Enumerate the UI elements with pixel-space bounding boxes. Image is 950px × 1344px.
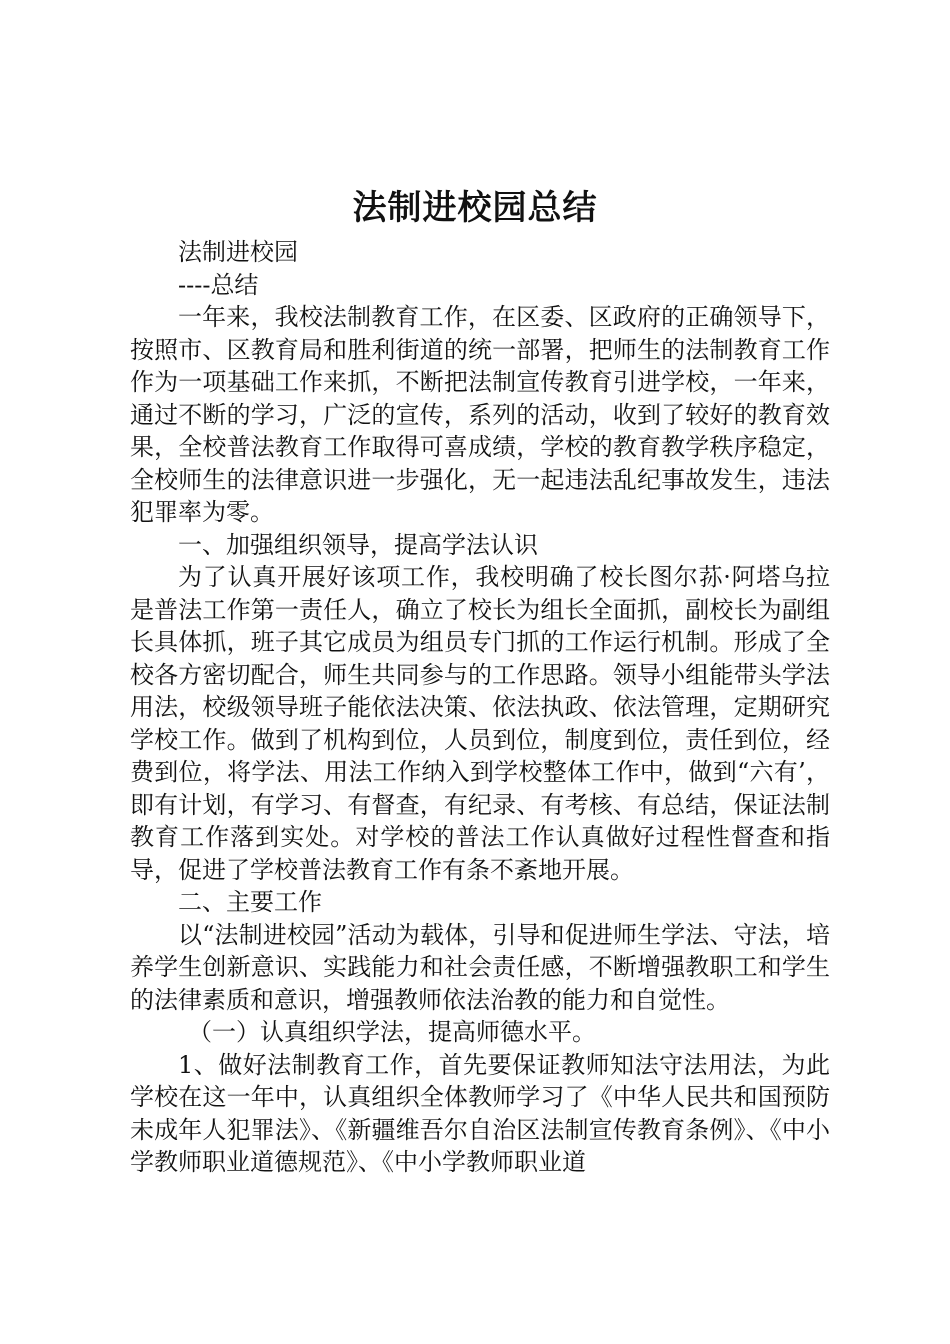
document-title: 法制进校园总结 xyxy=(352,188,598,228)
subtitle-line: 法制进校园 xyxy=(178,238,298,266)
subsection-heading-1: （一）认真组织学法，提高师德水平。 xyxy=(188,1018,596,1046)
section-heading-1: 一、加强组织领导，提高学法认识 xyxy=(178,530,538,559)
section-heading-2: 二、主要工作 xyxy=(178,888,322,916)
subtitle-summary-line: ----总结 xyxy=(178,270,259,299)
section-1-paragraph: 为了认真开展好该项工作，我校明确了校长图尔荪·阿塔乌拉是普法工作第一责任人，确立了校长为组长全面抓，副校长为副组长具体抓，班子其它成员为组员专门抓的工作运行机制。形成了全校各方密切配合，师生共同参与的工作思路。领导小组能带头学法用法，校级领导班子能依法决策、依法执政、依法管理，定期研究学校工作。做到了机构到位，人员到位，制度到位，责任到位，经费到位，将学法、用法工作纳入到学校整体工作中，做到“六有’，即有计划，有学习、有督查，有纪录、有考核、有总结，保证法制教育工作落到实处。对学校的普法工作认真做好过程性督查和指导，促进了学校普法教育工作有条不紊地开展。 xyxy=(130,563,830,884)
subsection-1-item-1: 1、做好法制教育工作，首先要保证教师知法守法用法，为此学校在这一年中，认真组织全体教师学习了《中华人民共和国预防未成年人犯罪法》、《新疆维吾尔自治区法制宣传教育条例》、《中小学教师职业道德规范》、《中小学教师职业道 xyxy=(130,1050,830,1176)
document-body xyxy=(130,236,830,1179)
section-2-paragraph: 以“法制进校园”活动为载体，引导和促进师生学法、守法，培养学生创新意识、实践能力和社会责任感，不断增强教职工和学生的法律素质和意识，增强教师依法治教的能力和自觉性。 xyxy=(130,920,830,1014)
intro-paragraph: 一年来，我校法制教育工作，在区委、区政府的正确领导下，按照市、区教育局和胜利街道的统一部署，把师生的法制教育工作作为一项基础工作来抓，不断把法制宣传教育引进学校，一年来，通过不断的学习，广泛的宣传，系列的活动，收到了较好的教育效果，全校普法教育工作取得可喜成绩，学校的教育教学秩序稳定，全校师生的法律意识进一步强化，无一起违法乱纪事故发生，违法犯罪率为零。 xyxy=(130,303,830,526)
